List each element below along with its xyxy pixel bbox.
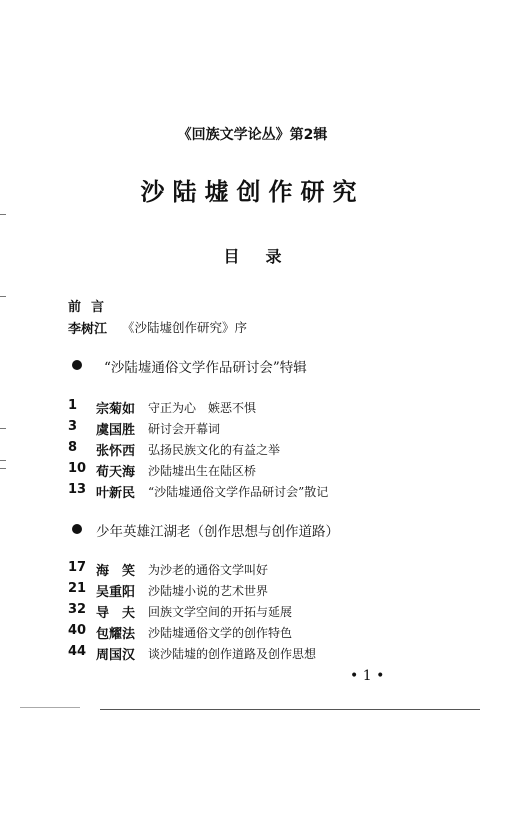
entry-title: 弘扬民族文化的有益之举 [148, 443, 281, 457]
margin-mark [0, 468, 6, 469]
entry-page: 32 [68, 602, 87, 617]
entry-author: 张怀西 [96, 444, 136, 459]
bottom-rule [100, 709, 480, 710]
entry-author: 宗菊如 [96, 402, 136, 417]
entry-page: 17 [68, 560, 87, 575]
entry-page: 10 [68, 461, 87, 476]
section-bullet-icon [72, 360, 82, 370]
entry-title: 回族文学空间的开拓与延展 [148, 605, 293, 619]
intro-title: 《沙陆墟创作研究》序 [122, 320, 248, 335]
entry-page: 1 [68, 398, 78, 413]
entry-author: 海 笑 [96, 564, 136, 579]
entry-page: 8 [68, 440, 78, 455]
entry-page: 13 [68, 482, 87, 497]
entry-author: 虞国胜 [96, 423, 136, 438]
entry-author: 导 夫 [96, 606, 136, 621]
book-title: 沙陆墟创作研究 [140, 178, 365, 206]
toc-heading: 目录 [223, 247, 308, 266]
page-number: • 1 • [350, 668, 385, 684]
entry-title: “沙陆墟通俗文学作品研讨会”散记 [148, 485, 329, 499]
section-heading: “沙陆墟通俗文学作品研讨会”特辑 [104, 360, 307, 376]
intro-author: 李树江 [68, 322, 108, 337]
margin-mark [0, 214, 6, 215]
entry-page: 21 [68, 581, 87, 596]
preface-label: 前言 [68, 300, 115, 315]
entry-title: 沙陆墟通俗文学的创作特色 [148, 626, 293, 640]
margin-mark [0, 296, 6, 297]
entry-author: 吴重阳 [96, 585, 136, 600]
entry-page: 3 [68, 419, 78, 434]
entry-title: 为沙老的通俗文学叫好 [148, 563, 269, 577]
entry-title: 守正为心 嫉恶不惧 [148, 401, 257, 415]
bottom-rule-fragment [20, 707, 80, 708]
entry-author: 周国汉 [96, 648, 136, 663]
entry-page: 40 [68, 623, 87, 638]
entry-page: 44 [68, 644, 87, 659]
entry-title: 研讨会开幕词 [148, 422, 221, 436]
entry-author: 叶新民 [96, 486, 136, 501]
margin-mark [0, 428, 6, 429]
entry-author: 荀天海 [96, 465, 136, 480]
entry-title: 谈沙陆墟的创作道路及创作思想 [148, 647, 317, 661]
entry-title: 沙陆墟小说的艺术世界 [148, 584, 269, 598]
section-bullet-icon [72, 524, 82, 534]
section-heading: 少年英雄江湖老（创作思想与创作道路） [96, 524, 339, 540]
margin-mark [0, 460, 6, 461]
series-title: 《回族文学论丛》第2辑 [177, 127, 328, 143]
entry-title: 沙陆墟出生在陆区桥 [148, 464, 257, 478]
entry-author: 包耀法 [96, 627, 136, 642]
